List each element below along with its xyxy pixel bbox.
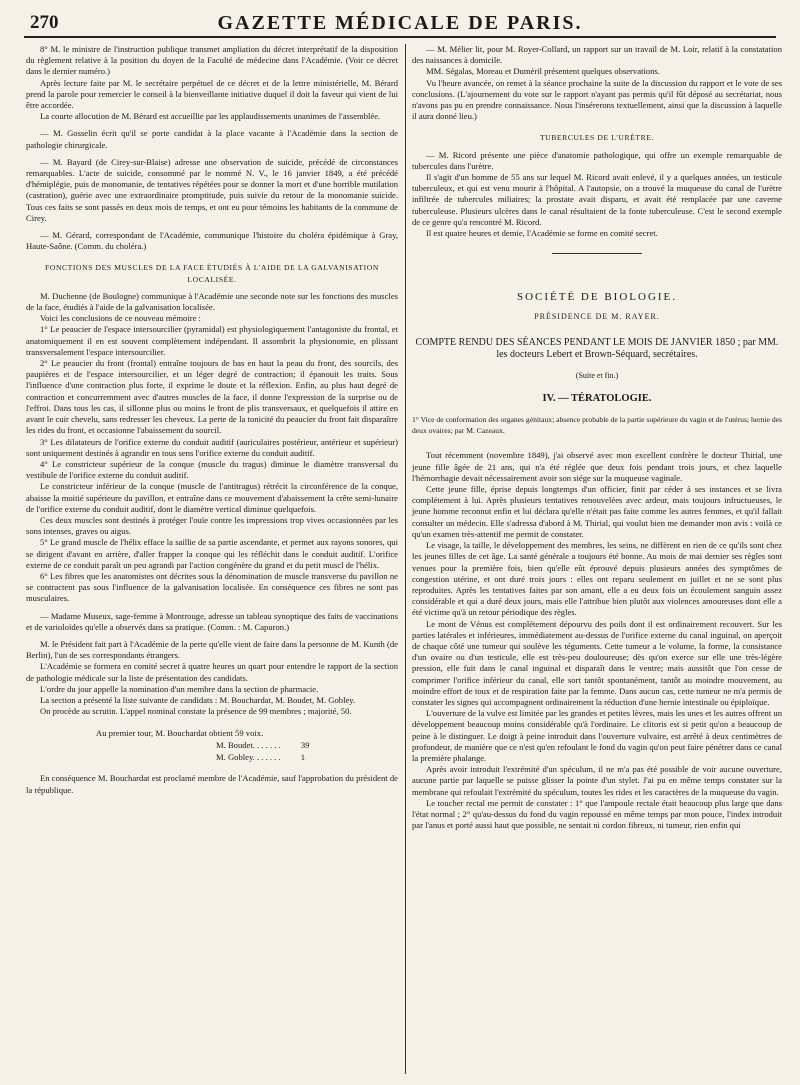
ballot-row: M. Gobley. . . . . . . 1: [216, 752, 306, 763]
report-heading: COMPTE RENDU DES SÉANCES PENDANT LE MOIS DE JANVIER 1850 ; par MM. les docteurs Lebert et Brown-Séquard, secrétaires.: [415, 336, 779, 361]
paragraph: — M. Gosselin écrit qu'il se porte candidat à la place vacante à l'Académie dans la section de pathologie chirurgicale.: [26, 128, 398, 150]
paragraph: — Madame Museux, sage-femme à Montrouge, adresse un tableau synoptique des faits de vaccinations et de varioloïdes qu'elle a observés dans sa pratique. (Comm. : M. Capuron.): [26, 610, 398, 632]
paragraph: Après lecture faite par M. le secrétaire perpétuel de ce décret et de la lettre ministérielle, M. Bérard prend la parole pour remercier le conseil à la bienveillante initiative duquel il doit la faveur qui vient de lui être accordée.: [26, 77, 398, 111]
paragraph: — M. Bayard (de Cirey-sur-Blaise) adresse une observation de suicide, précédé de circonstances remarquables. L'acte de suicide, consommé par le nommé N. V., le 16 janvier 1849, a été précédé d'hémiplégie, puis de monomanie, de tentatives répétées pour se donner la mort et d'une horrible mutilation (castration), guérie avec une extraordinaire promptitude, puis suivie du retour de la monomanie suicide. Tous ces faits se sont passés en deux mois de temps, et ont eu pour témoins les habitants de la commune de Cirey.: [26, 156, 398, 223]
paragraph: Il s'agit d'un homme de 55 ans sur lequel M. Ricord avait enlevé, il y a quelques années, un testicule tuberculeux, et qui est venu mourir à l'hôpital. A l'autopsie, on a trouvé la muqueuse du canal de l'urètre infiltrée de tubercules miliaires; la prostate avait disparu, et avait été remplacée par une caverne tuberculeuse. Plusieurs ulcères dans le canal résultaient de la fonte tuberculeuse. C'est le second exemple de ce genre qu'a rencontré M. Ricord.: [412, 172, 782, 227]
paragraph: Cette jeune fille, éprise depuis longtemps d'un officier, finit par céder à ses instances et se livra complétement à lui. Après plusieurs tentatives renouvelées avec ardeur, mais toujours infructueuses, le jeune homme reconnut enfin et lui déclara qu'elle n'était pas faite comme les autres femmes, et qu'il fallait consulter un médecin. Elle s'adressa d'abord à M. Thirial, qui voulut bien me demander mon avis : voilà ce qu'un examen très-attentif me permit de constater.: [412, 484, 782, 539]
paragraph: 2° Le peaucier du front (frontal) entraîne toujours de bas en haut la peau du front, des sourcils, des paupières et de l'espace intersourcilier, et un léger degré de contraction; il épanouit les traits. Sous l'influence d'une contraction plus forte, il exprime le doute et la réflexion. Enfin, au plus haut degré de contraction et concurremment avec d'autres muscles de la face, il donne l'expression de la surprise ou de l'effroi. Dans tous les cas, il sillonne plus ou moins le front de plis transversaux, et quelquefois il attire en avant le cuir chevelu, sans redresser les cheveux. La perte de la tonicité du peaucier du front fait disparaître les rides du front, et occasionne l'abaissement du sourcil.: [26, 358, 398, 436]
paragraph: Vu l'heure avancée, on remet à la séance prochaine la suite de la discussion du rapport et le vote de ses conclusions. (L'ajournement du vote sur le rapport n'ayant pas permis qu'il fût déposé au secrétariat, nous n'avons pas pu en prendre connaissance. Nous l'insérerons textuellement, ainsi que la discussion à laquelle il aura donné lieu.): [412, 77, 782, 122]
paragraph: Il est quatre heures et demie, l'Académie se forme en comité secret.: [426, 228, 658, 239]
paragraph: 4° Le constricteur supérieur de la conque (muscle du tragus) diminue le diamètre transversal du vestibule de l'orifice externe du conduit auditif.: [26, 458, 398, 481]
paragraph: 6° Les fibres que les anatomistes ont décrites sous la dénomination de muscle transverse du pavillon ne se contractent pas sous l'influence de la galvanisation localisée. En conséquence ces fibres ne sont pas musculaires.: [26, 570, 398, 604]
paragraph: L'ouverture de la vulve est limitée par les grandes et petites lèvres, mais les unes et les autres offrent un développement beaucoup moins considérable qu'à l'ordinaire. Le clitoris est si petit qu'on a beaucoup de peine à le distinguer. Le doigt à peine introduit dans l'ouverture vulvaire, est arrêté à deux centimètres de profondeur, de manière que ce n'est qu'en refoulant le fond du vagin qu'on peut faire pénétrer dans ce canal la première phalange.: [412, 708, 782, 763]
paragraph: L'ordre du jour appelle la nomination d'un membre dans la section de pharmacie.: [40, 683, 319, 694]
page-number: 270: [30, 12, 59, 33]
column-divider: [405, 44, 406, 1074]
paragraph: En conséquence M. Bouchardat est proclamé membre de l'Académie, sauf l'approbation du président de la république.: [26, 773, 398, 795]
page-header: [24, 10, 776, 38]
paragraph: Le mont de Vénus est complétement dépourvu des poils dont il est ordinairement recouvert. Sur les parties latérales et inférieures, immédiatement au-dessus de l'orifice externe du canal inguinal, on aperçoit de chaque côté une tumeur qui soulève les téguments. Cette tumeur a le volume, la forme, la consistance d'un ovaire ou d'un testicule, elle est très-peu douloureuse; dès qu'on exerce sur elle une très-légère pression, elle fuit dans le canal inguinal et disparaît dans le ventre; mais aussitôt que l'on cesse de comprimer l'orifice inférieur du canal, elle sort tantôt spontanément, tantôt au moindre mouvement, au moindre effort de toux et de respiration faite par la femme. Dans aucun cas, cette tumeur ne m'a permis de constater les signes qui accompagnent ordinairement la réduction d'une hernie intestinale ou épiploïque.: [412, 618, 782, 707]
section-title: TUBERCULES DE L'URÈTRE.: [539, 133, 655, 143]
paragraph: La section a présenté la liste suivante de candidats : M. Bouchardat, M. Boudet, M. Gobley.: [40, 694, 356, 705]
section-title: FONCTIONS DES MUSCLES DE LA FACE ÉTUDIÉS À L'AIDE DE LA GALVANISATION LOCALISÉE.: [45, 263, 379, 284]
paragraph: M. Duchenne (de Boulogne) communique à l'Académie une seconde note sur les fonctions des muscles de la face, étudiés à l'aide de la galvanisation localisée.: [26, 290, 398, 313]
ballot-results: [96, 727, 398, 763]
paragraph: Le constricteur inférieur de la conque (muscle de l'antitragus) rétrécit la circonférence de la conque, abaisse la moitié supérieure du pavillon, et entraîne dans ce mouvement d'abaissement la crête semi-lunaire de l'orifice externe du conduit auditif, dont le diamètre vertical diminue quelquefois.: [26, 481, 398, 514]
paragraph: M. le Président fait part à l'Académie de la perte qu'elle vient de faire dans la personne de M. Kunth (de Berlin), l'un de ses correspondants étrangers.: [26, 638, 398, 661]
society-heading: SOCIÉTÉ DE BIOLOGIE.: [516, 291, 678, 304]
paragraph: Voici les conclusions de ce nouveau mémoire :: [40, 313, 201, 324]
case-title: 1° Vice de conformation des organes génitaux; absence probable de la partie supérieure du vagin et de l'utérus; hernie des deux ovaires; par M. Cazeaux.: [412, 415, 782, 436]
left-column: [26, 44, 398, 796]
paragraph: 8° M. le ministre de l'instruction publique transmet ampliation du décret interprétatif de la disposition du règlement relative à la position du doyen de la Faculté de médecine dans l'Académie. (Voir ce décret dans le dernier numéro.): [26, 44, 398, 77]
paragraph: La courte allocution de M. Bérard est accueillie par les applaudissements unanimes de l'assemblée.: [40, 111, 381, 122]
ballot-row: Au premier tour, M. Bouchardat obtient 59 voix.: [96, 728, 264, 739]
presidence-heading: PRÉSIDENCE DE M. RAYER.: [534, 312, 660, 322]
paragraph: Après avoir introduit l'extrémité d'un spéculum, il ne m'a pas été possible de voir aucune ouverture, aucune partie par laquelle se puisse glisser la pointe d'un stylet. J'ai pu en même temps constater sur la membrane qui refoulait l'extrémité du spéculum, toutes les rides et les caractères de la muqueuse du vagin.: [412, 764, 782, 797]
paragraph: — M. Mélier lit, pour M. Royer-Collard, un rapport sur un travail de M. Loir, relatif à la constatation des naissances à domicile.: [412, 44, 782, 66]
paragraph: 3° Les dilatateurs de l'orifice externe du conduit auditif (auriculaires postérieur, antérieur et supérieur) sont uniquement destinés à agrandir en tous sens l'orifice externe du conduit auditif.: [26, 436, 398, 458]
paragraph: Le toucher rectal me permit de constater : 1° que l'ampoule rectale était beaucoup plus large que dans l'état normal ; 2° qu'au-dessus du fond du vagin repoussé en même temps par mon pouce, l'index introduit par l'anus et porté aussi haut que possible, ne sentait ni cordon fibreux, ni tumeur, rien enfin qui: [412, 797, 782, 831]
section-rule: [552, 253, 642, 254]
paragraph: — M. Gérard, correspondant de l'Académie, communique l'histoire du choléra épidémique à Gray, Haute-Saône. (Comm. du choléra.): [26, 230, 398, 252]
paragraph: 5° Le grand muscle de l'hélix efface la saillie de sa partie ascendante, et permet aux rayons sonores, qui se dirigent d'avant en arrière, d'aller frapper la conque qui les réfléchit dans le conduit auditif. L'orifice externe de ce conduit paraît un peu agrandi par l'action congénère du grand et du petit muscl de l'hélix.: [26, 537, 398, 570]
right-column: [412, 44, 782, 831]
paragraph: 1° Le peaucier de l'espace intersourcilier (pyramidal) est physiologiquement l'antagoniste du frontal, et anatomiquement il en est souvent complètement indépendant. Il assombrit la physionomie, en plissant transversalement l'espace intersourcilier.: [26, 324, 398, 357]
paragraph: Tout récemment (novembre 1849), j'ai observé avec mon excellent confrère le docteur Thirial, une jeune fille âgée de 21 ans, qui n'a été réglée que deux fois pendant trois jours, et chez laquelle l'hémorrhagie devait nécessairement avoir son siége sur la muqueuse vaginale.: [412, 450, 782, 483]
paragraph: Le visage, la taille, le développement des membres, les seins, ne diffèrent en rien de ce qu'ils sont chez les jeunes filles de cet âge. La santé générale a toujours été bonne. Au mois de mai dernier ses règles sont venues pour la première fois, bien qu'elle eût éprouvé depuis plusieurs années des symptômes de congestion utérine, et ont duré trois jours : elles ont reparu seulement en juillet et ne se sont plus reproduites. Après les tentatives faites par son amant, elle a eu deux fois un écoulement sanguin assez considérable et qui a duré deux jours, mais elle l'attribue bien plutôt aux violences amoureuses dont elle a été victime qu'à un retour périodique des règles.: [412, 540, 782, 618]
paragraph: Ces deux muscles sont destinés à protéger l'ouïe contre les impressions trop vives occasionnées par les sons intenses, graves ou aigus.: [26, 514, 398, 537]
ballot-row: M. Boudet. . . . . . . 39: [216, 740, 310, 751]
paragraph: — M. Ricord présente une pièce d'anatomie pathologique, qui offre un exemple remarquable de tubercules dans l'urètre.: [412, 149, 782, 171]
paragraph: L'Académie se formera en comité secret à quatre heures un quart pour entendre le rapport de la section de pathologie médicale sur la liste de présentation des candidats.: [26, 661, 398, 683]
part-heading: IV. — TÉRATOLOGIE.: [542, 392, 652, 404]
journal-title: GAZETTE MÉDICALE DE PARIS.: [217, 12, 583, 34]
continuation-note: (Suite et fin.): [575, 370, 619, 380]
paragraph: MM. Ségalas, Moreau et Duméril présentent quelques observations.: [426, 66, 660, 77]
paragraph: On procède au scrutin. L'appel nominal constate la présence de 99 membres ; majorité, 50.: [40, 706, 352, 717]
